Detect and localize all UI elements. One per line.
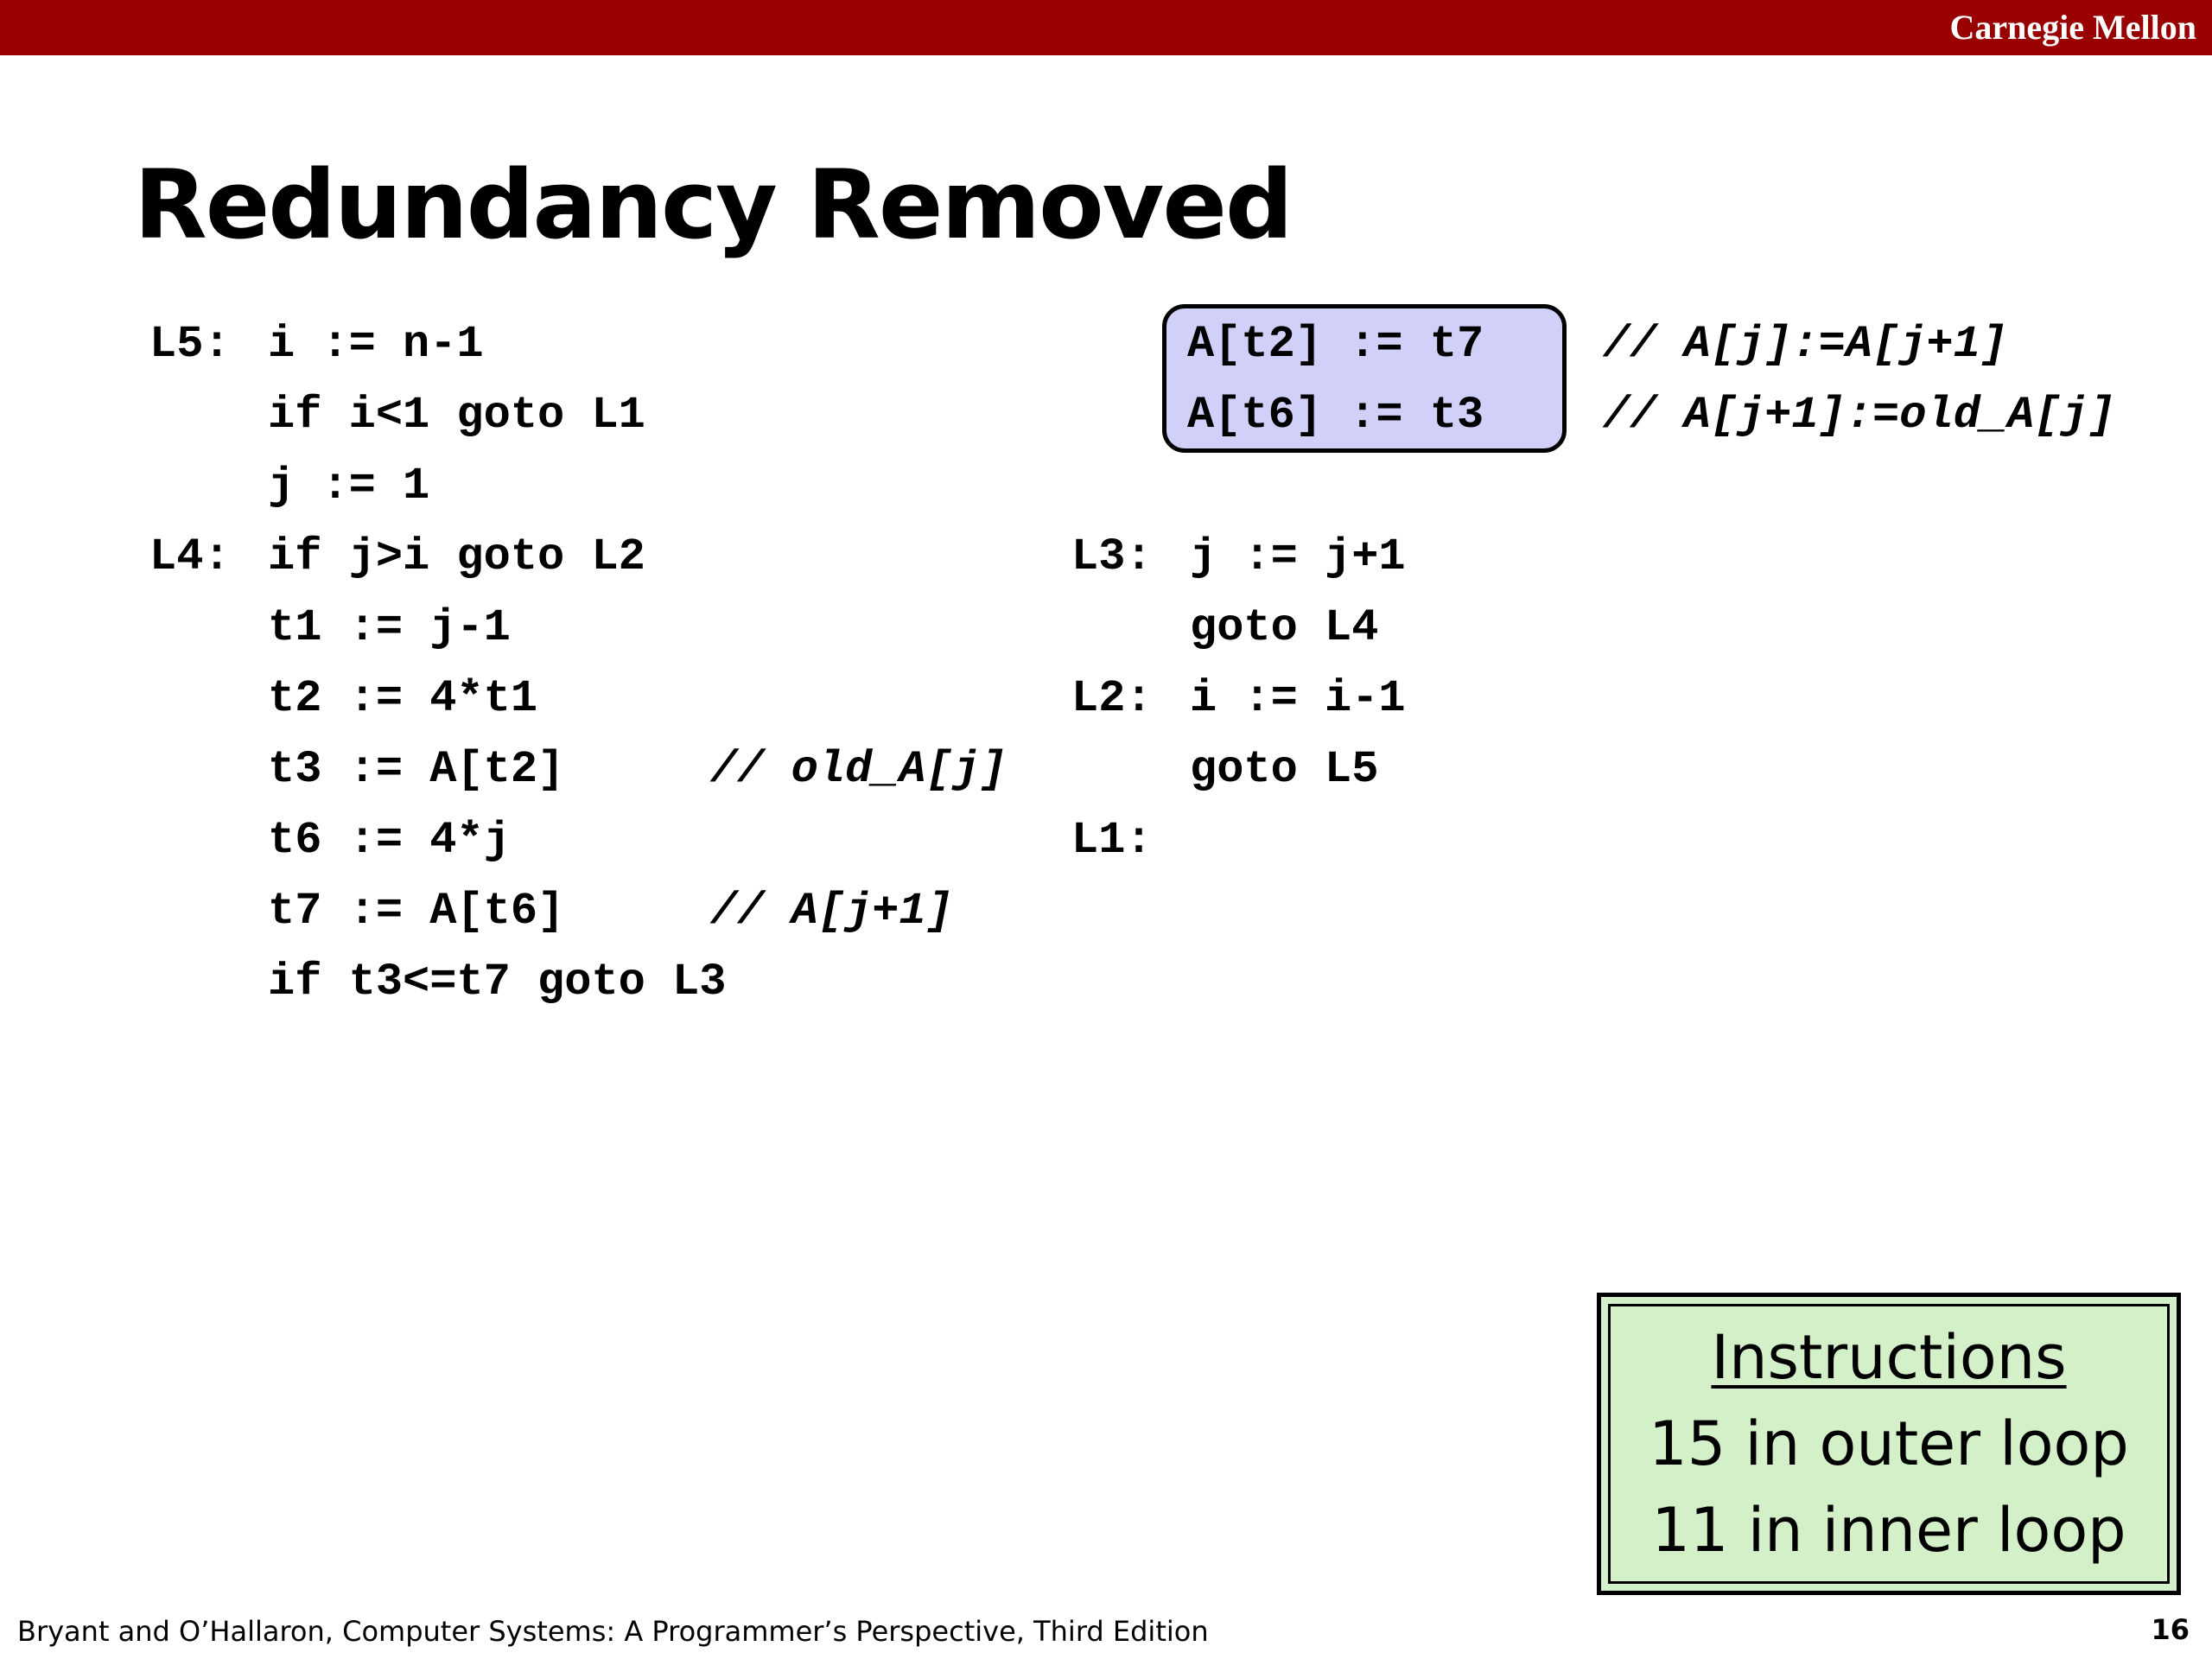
- code-line: t3 := A[t2]: [268, 744, 565, 795]
- code-line: if t3<=t7 goto L3: [268, 957, 727, 1007]
- code-line: t7 := A[t6]: [268, 886, 565, 937]
- code-line: t6 := 4*j: [268, 815, 511, 866]
- code-label: L3:: [1071, 531, 1153, 582]
- instructions-box: [1597, 1293, 2181, 1595]
- code-line: i := i-1: [1190, 673, 1406, 724]
- code-line: t2 := 4*t1: [268, 673, 538, 724]
- instructions-title: Instructions: [1711, 1322, 2067, 1393]
- code-comment: // old_A[j]: [710, 744, 1007, 795]
- code-comment: // A[j+1]: [710, 886, 953, 937]
- highlighted-code-line: A[t6] := t3: [1187, 390, 1484, 441]
- code-line: goto L4: [1190, 602, 1379, 653]
- brand-logo-text: Carnegie Mellon: [1949, 8, 2196, 47]
- page-number: 16: [2151, 1613, 2190, 1646]
- instructions-outer-count: 15 in outer loop: [1649, 1408, 2129, 1479]
- instructions-inner-frame: [1608, 1304, 2170, 1584]
- code-label: L5:: [149, 319, 231, 370]
- code-label: L2:: [1071, 673, 1153, 724]
- footer-citation: Bryant and O’Hallaron, Computer Systems: A Programmer’s Perspective, Third Edition: [17, 1615, 1209, 1648]
- code-line: j := 1: [268, 461, 430, 512]
- code-line: if i<1 goto L1: [268, 390, 645, 441]
- code-comment: // A[j]:=A[j+1]: [1603, 319, 2008, 370]
- code-label: L1:: [1071, 815, 1153, 866]
- instructions-inner-count: 11 in inner loop: [1651, 1495, 2126, 1566]
- highlighted-code-line: A[t2] := t7: [1187, 319, 1484, 370]
- code-comment: // A[j+1]:=old_A[j]: [1603, 390, 2115, 441]
- code-line: j := j+1: [1190, 531, 1406, 582]
- code-label: L4:: [149, 531, 231, 582]
- code-line: i := n-1: [268, 319, 484, 370]
- slide-title: Redundancy Removed: [134, 149, 1292, 260]
- code-line: goto L5: [1190, 744, 1379, 795]
- code-line: if j>i goto L2: [268, 531, 645, 582]
- code-line: t1 := j-1: [268, 602, 511, 653]
- header-bar: [0, 0, 2212, 55]
